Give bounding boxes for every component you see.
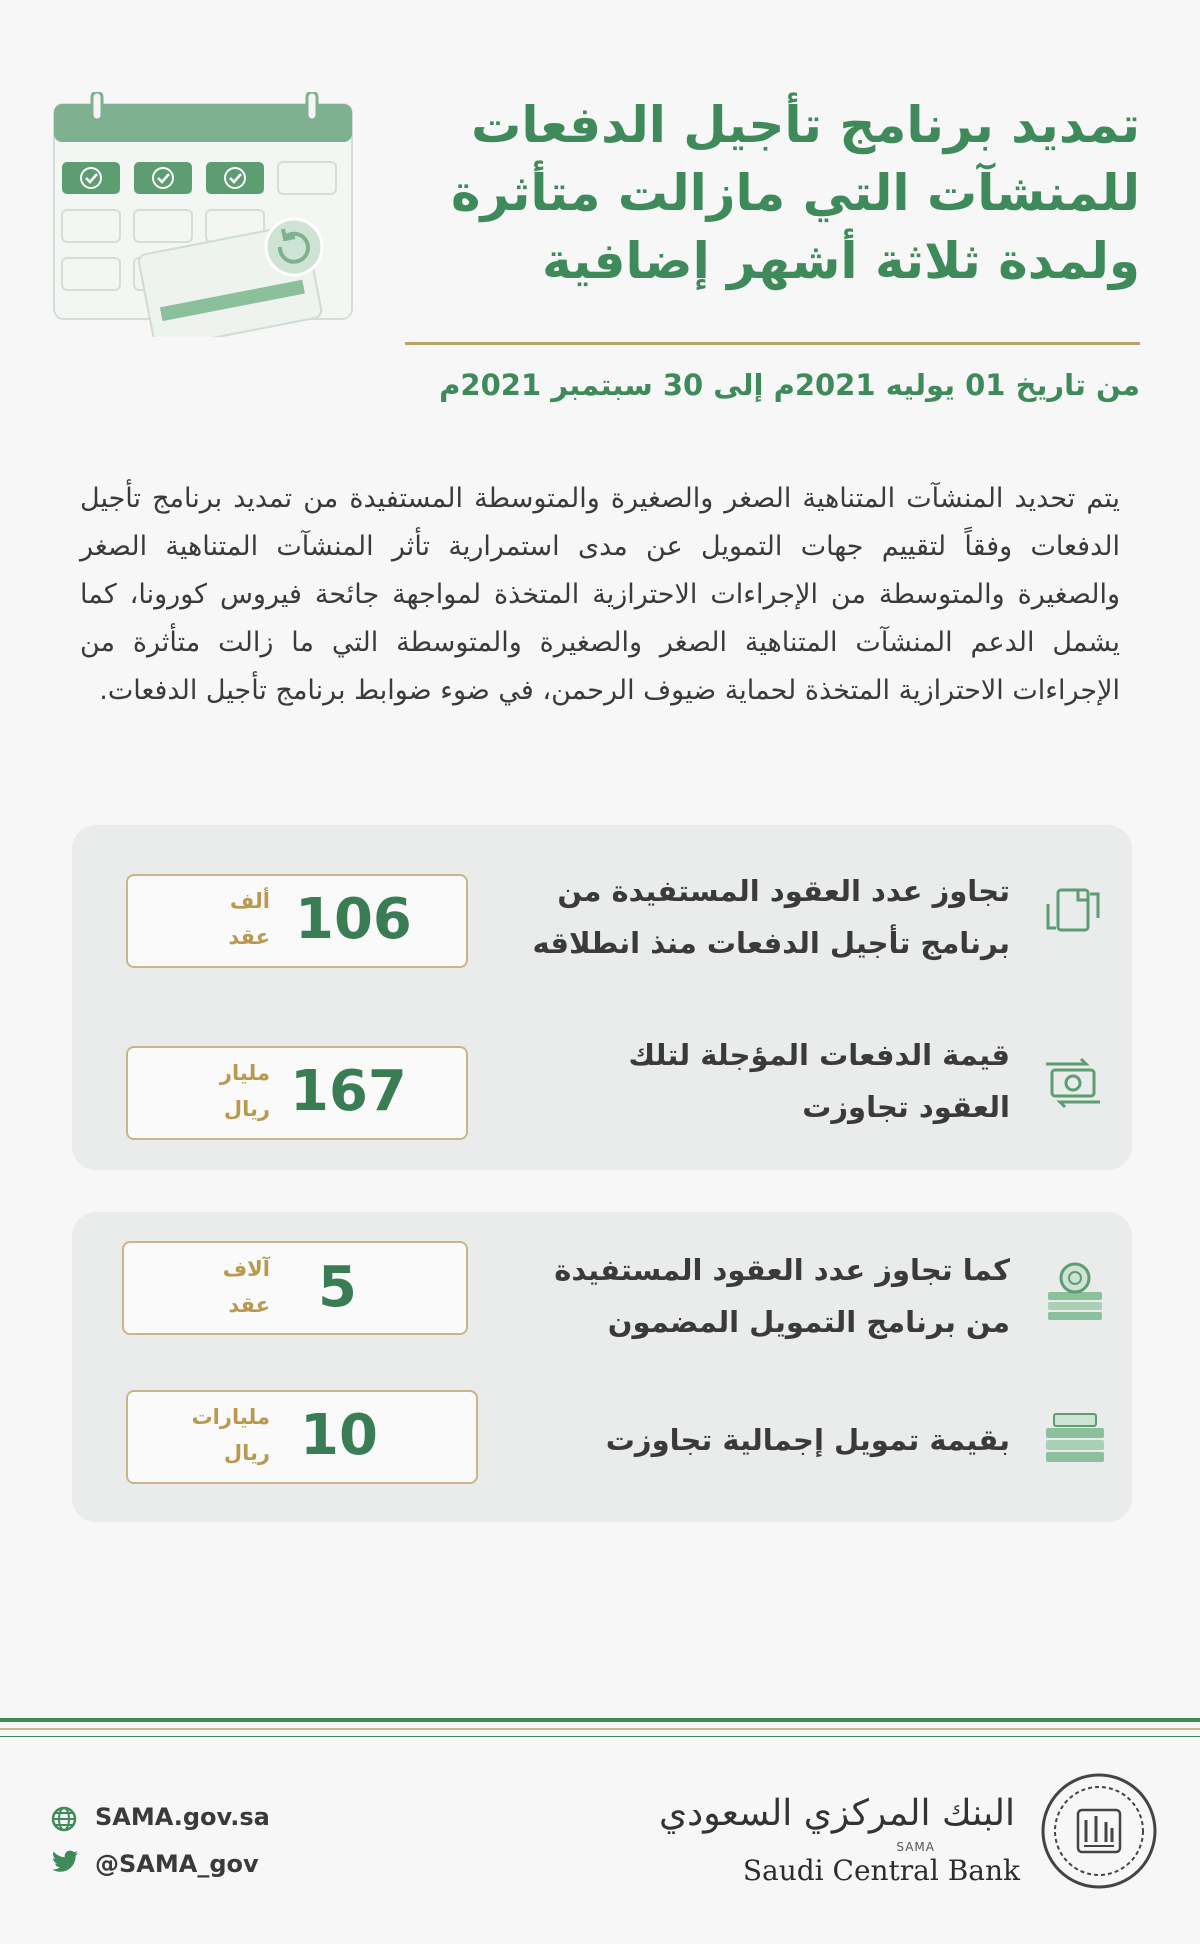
title-divider [405, 342, 1140, 345]
stat-label-contracts-line-2: برنامج تأجيل الدفعات منذ انطلاقه [532, 926, 1010, 960]
money-transfer-icon [1042, 1052, 1104, 1114]
twitter-handle-link[interactable]: @SAMA_gov [95, 1850, 259, 1878]
calendar-card-illustration-icon [52, 92, 362, 337]
stat-unit-top-guaranteed-contracts: آلاف [222, 1257, 270, 1281]
stat-value-deferred-value: 167 [290, 1059, 407, 1124]
stat-value-total-financing: 10 [300, 1403, 378, 1468]
stat-box-guaranteed-contracts [122, 1241, 468, 1335]
stat-label-total-financing: بقيمة تمويل إجمالية تجاوزت [605, 1423, 1010, 1457]
bank-name-arabic: البنك المركزي السعودي [658, 1793, 1015, 1834]
page-title-line-2: للمنشآت التي مازالت متأثرة [450, 164, 1140, 222]
stat-value-contracts: 106 [295, 887, 412, 952]
sama-emblem-logo-icon [1038, 1770, 1160, 1892]
stat-unit-bottom-total-financing: ريال [223, 1441, 270, 1465]
document-arrows-icon [1042, 880, 1104, 942]
stat-label-guaranteed-contracts-line-1: كما تجاوز عدد العقود المستفيدة [554, 1253, 1010, 1287]
date-range: من تاريخ 01 يوليه 2021م إلى 30 سبتمبر 2021م [439, 368, 1140, 402]
footer-divider-thin [0, 1736, 1200, 1737]
bank-name-english: Saudi Central Bank [742, 1854, 1020, 1887]
stat-unit-bottom-deferred-value: ريال [223, 1097, 270, 1121]
stat-unit-top-total-financing: مليارات [191, 1405, 270, 1429]
footer-divider-gold [0, 1728, 1200, 1730]
page-title-line-3: ولمدة ثلاثة أشهر إضافية [542, 232, 1140, 290]
stat-unit-top-deferred-value: مليار [219, 1061, 270, 1085]
footer-divider-green [0, 1718, 1200, 1722]
coin-stack-icon [1040, 1260, 1110, 1330]
globe-icon [50, 1805, 78, 1833]
cash-stack-icon [1040, 1408, 1110, 1468]
website-link[interactable]: SAMA.gov.sa [95, 1803, 270, 1831]
stat-label-deferred-value-line-1: قيمة الدفعات المؤجلة لتلك [628, 1038, 1010, 1072]
page-title-line-1: تمديد برنامج تأجيل الدفعات [471, 96, 1140, 154]
stat-label-deferred-value-line-2: العقود تجاوزت [802, 1090, 1010, 1124]
stat-value-guaranteed-contracts: 5 [318, 1255, 357, 1320]
stat-unit-bottom-contracts: عقد [228, 925, 270, 949]
bank-abbreviation: SAMA [896, 1840, 935, 1854]
stat-unit-bottom-guaranteed-contracts: عقد [228, 1293, 270, 1317]
description-paragraph: يتم تحديد المنشآت المتناهية الصغر والصغيرة والمتوسطة المستفيدة من تمديد برنامج تأجيل الدفعات وفقاً لتقييم جهات التمويل عن مدى استمرارية تأثر المنشآت المتناهية الصغر والصغيرة والمتوسطة من الإجراءات الاحترازية المتخذة لمواجهة جائحة فيروس كورونا، كما يشمل الدعم المنشآت المتناهية الصغر والصغيرة والمتوسطة التي ما زالت متأثرة من الإجراءات الاحترازية المتخذة لحماية ضيوف الرحمن، في ضوء ضوابط برنامج تأجيل الدفعات. [80, 483, 1120, 706]
stat-label-contracts-line-1: تجاوز عدد العقود المستفيدة من [557, 874, 1010, 908]
stat-unit-top-contracts: ألف [229, 889, 270, 913]
stat-label-guaranteed-contracts-line-2: من برنامج التمويل المضمون [607, 1305, 1010, 1339]
twitter-icon [50, 1850, 80, 1876]
